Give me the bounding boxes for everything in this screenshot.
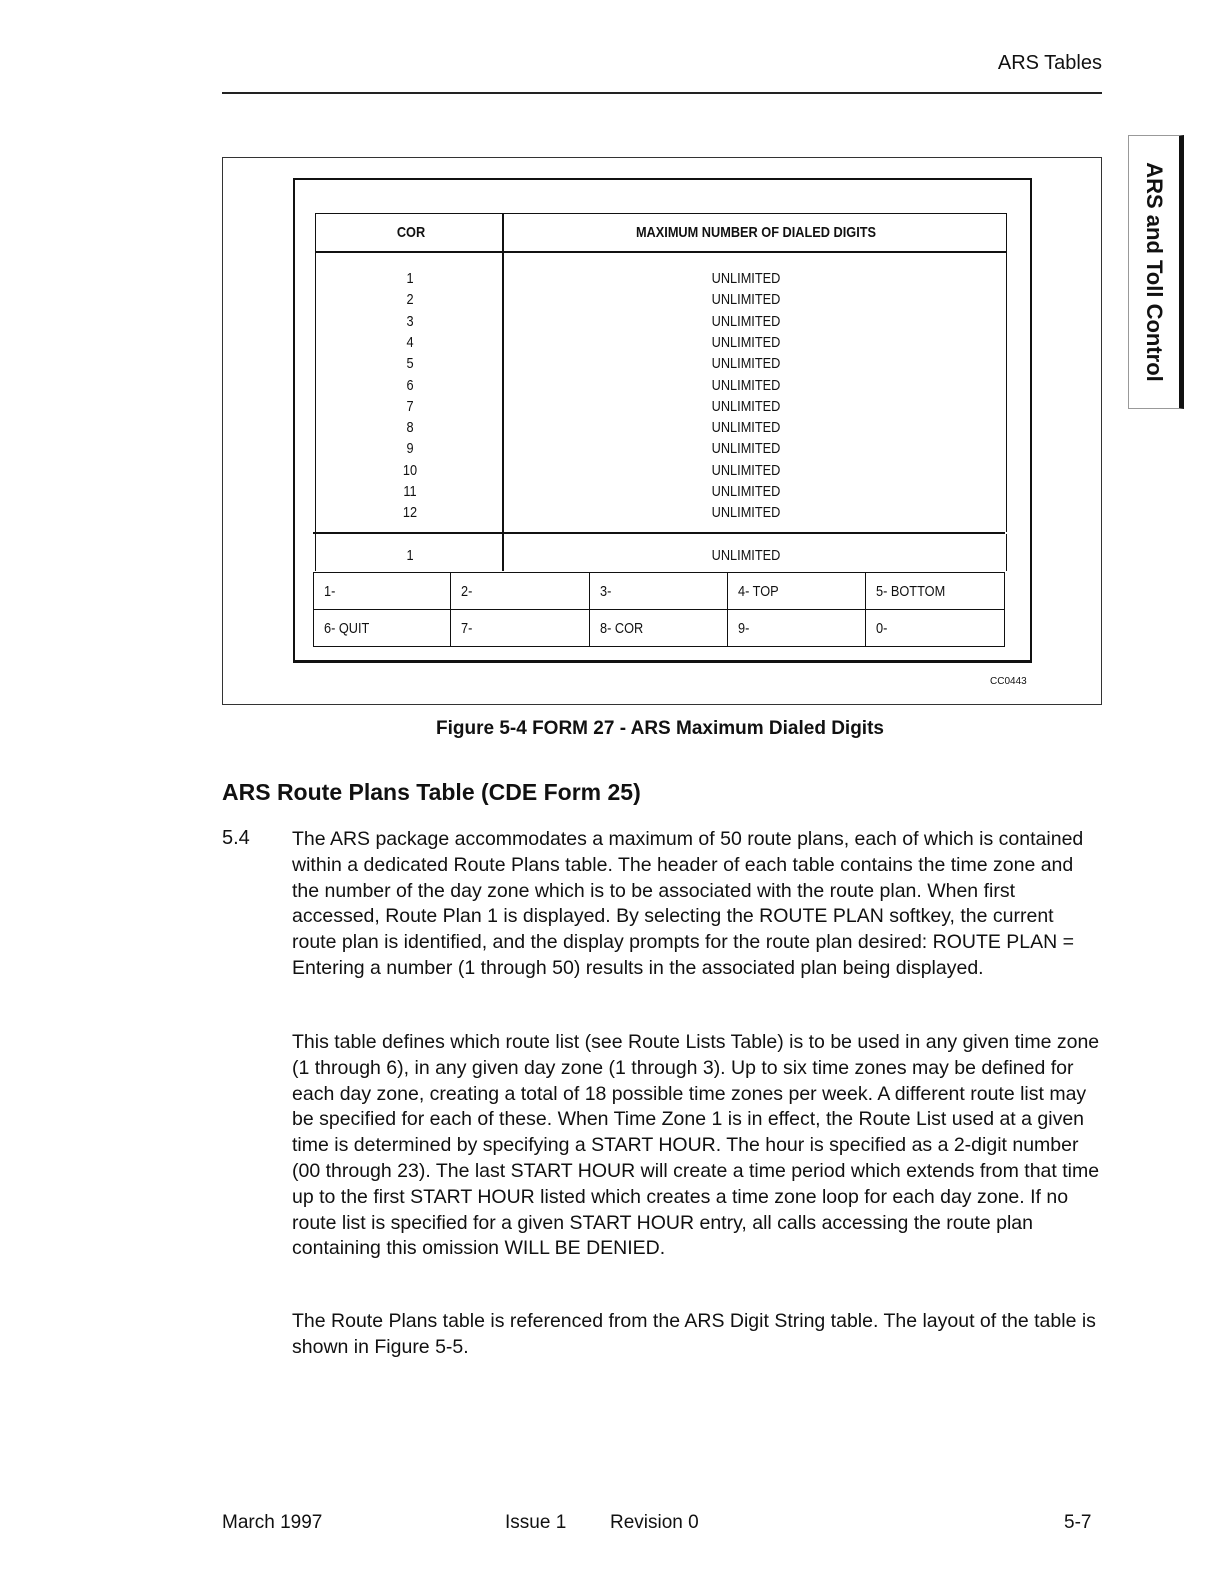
softkey[interactable]: 3- (589, 573, 727, 610)
softkey[interactable]: 8- COR (589, 610, 727, 647)
max-digits-cell: UNLIMITED (711, 312, 781, 330)
section-heading: ARS Route Plans Table (CDE Form 25) (222, 779, 641, 805)
cor-cell: 4 (406, 333, 414, 351)
paragraph: The ARS package accommodates a maximum of 50 route plans, each of which is contained within a dedicated Route Plans table. The header of each table contains the time zone and the number of the day zone which is to be associated with the route plan. When first accessed, Route Plan 1 is displayed. By selecting the ROUTE PLAN softkey, the current route plan is identified, and the display prompts for the route plan desired: ROUTE PLAN = Entering a number (1 through 50) results in the associated plan being displayed. (292, 828, 1084, 979)
softkey[interactable]: 7- (451, 610, 589, 647)
chapter-tab-label: ARS and Toll Control (1142, 162, 1167, 382)
softkey[interactable]: 9- (728, 610, 866, 647)
footer-page-number: 5-7 (1064, 1512, 1092, 1533)
cor-cell: 8 (406, 419, 414, 437)
figure-code: CC0443 (990, 676, 1027, 687)
footer-date: March 1997 (222, 1512, 323, 1533)
running-header: ARS Tables (997, 52, 1102, 74)
section-number: 5.4 (222, 827, 250, 849)
softkey[interactable]: 1- (314, 573, 451, 610)
max-digits-cell: UNLIMITED (711, 270, 781, 287)
max-digits-cell: UNLIMITED (711, 419, 781, 437)
softkey[interactable]: 4- TOP (728, 573, 866, 610)
cor-cell: 3 (406, 312, 414, 330)
cor-cell: 9 (406, 440, 414, 458)
cor-cell: 1 (406, 270, 414, 287)
max-digits-cell: UNLIMITED (711, 355, 781, 373)
max-digits-cell: UNLIMITED (711, 461, 781, 479)
max-digits-cell: UNLIMITED (711, 376, 781, 394)
max-digits-cell: UNLIMITED (711, 483, 781, 500)
max-digits-cell: UNLIMITED (711, 440, 781, 458)
current-row-cor: 1 (406, 547, 414, 564)
max-digits-cell: UNLIMITED (711, 333, 781, 351)
footer-issue: Issue 1 (505, 1512, 567, 1533)
softkey[interactable]: 2- (451, 573, 589, 610)
table-header (315, 213, 1007, 253)
current-row-digits: UNLIMITED (711, 547, 781, 564)
softkey-row (314, 610, 1005, 647)
softkey[interactable]: 0- (866, 610, 1005, 647)
cor-cell: 5 (406, 355, 414, 373)
max-digits-cell: UNLIMITED (711, 291, 781, 309)
column-header-max-digits: MAXIMUM NUMBER OF DIALED DIGITS (635, 224, 877, 241)
paragraph: The Route Plans table is referenced from the ARS Digit String table. The layout of the table is shown in Figure 5-5. (292, 1310, 1096, 1358)
cor-cell: 2 (406, 291, 414, 309)
figure-caption: Figure 5-4 FORM 27 - ARS Maximum Dialed Digits (436, 718, 884, 739)
softkey[interactable]: 5- BOTTOM (866, 573, 1005, 610)
softkey-row (314, 573, 1005, 610)
max-digits-cell: UNLIMITED (711, 504, 781, 522)
paragraph: This table defines which route list (see Route Lists Table) is to be used in any given time zone (1 through 6), in any given day zone (1 through 3). Up to six time zones may be defined for each day zone, creating a total of 18 possible time zones per week. A different route list may be specified for each of these. When Time Zone 1 is in effect, the Route List used at a given time is determined by specifying a START HOUR. The hour is specified as a 2-digit number (00 through 23). The last START HOUR will create a time period which extends from that time up to the first START HOUR listed which creates a time zone loop for each day zone. If no route list is specified for a given START HOUR entry, all calls accessing the route plan containing this omission WILL BE DENIED. (292, 1031, 1100, 1260)
cor-cell: 7 (406, 397, 414, 415)
softkey[interactable]: 6- QUIT (314, 610, 451, 647)
chapter-tab (1128, 135, 1184, 409)
cor-cell: 11 (403, 483, 417, 500)
column-divider (502, 213, 504, 571)
cor-cell: 12 (402, 504, 418, 522)
footer-revision: Revision 0 (610, 1512, 699, 1533)
softkey-grid (313, 572, 1005, 647)
max-digits-cell: UNLIMITED (711, 397, 781, 415)
cor-cell: 10 (402, 461, 418, 479)
header-rule (222, 92, 1102, 94)
column-header-cor: COR (396, 224, 426, 241)
cor-cell: 6 (406, 376, 414, 394)
